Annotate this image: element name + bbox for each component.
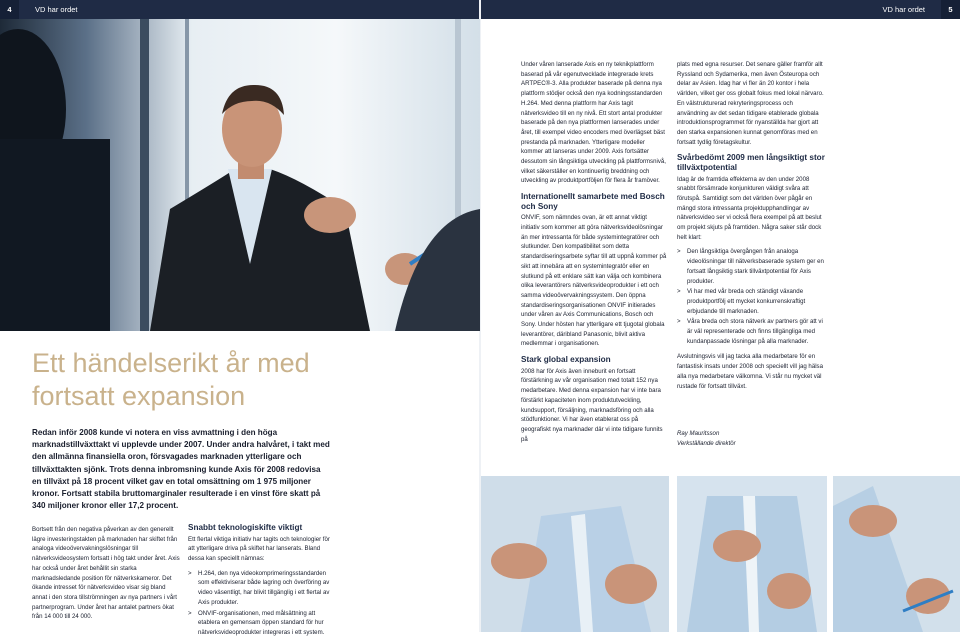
left-page-header (0, 0, 480, 19)
right-page-number: 5 (941, 0, 960, 19)
list-item: > H.264, den nya videokomprimeringsstandarden som effektiviserar både lagring och överföring av video väsentligt, har blivit tillgänglig i ett flertal av Axis produkter. (188, 569, 330, 606)
signature (677, 429, 736, 448)
column-4-paragraph-3: Avslutningsvis vill jag tacka alla medarbetare för en fantastisk insats under 2008 och speciellt vill jag hälsa alla nya medarbetare välkomna. Vi står nu mycket väl rustade för fortsatt tillväxt. (677, 353, 823, 390)
column-2-paragraph-1: Ett flertal viktiga initiativ har tagits och teknologier för att ytterligare driva på skiftet har lanserats. Bland dessa kan speciellt nämnas: (188, 535, 330, 562)
headline-line-1: Ett händelserikt år med (32, 348, 310, 378)
bullet-marker: > (188, 609, 192, 617)
column-2-bullet-list (188, 569, 336, 638)
bullet-marker: > (677, 248, 681, 256)
column-3-heading-2: Stark global expansion (521, 355, 611, 365)
column-3-heading-1: Internationellt samarbete med Bosch och Sony (521, 192, 665, 211)
column-1-paragraph-1: Bortsett från den negativa påverkan av den generellt lägre investeringstakten på marknaden har skiftet från analoga videoövervakningslösningar till nätverksvideosystem fortsatt i hög takt under året. Axis har också under året behållit sin starka marknadsledande position för nätverkskameror. Det ökande intresset för nätverksvideo visar sig bland annat i den stora tillströmningen av nya partners i vårt partnerprogram. Under året har antalet partners ökat från 14 000 till 24 000. (32, 526, 180, 621)
column-4-heading-1: Svårbedömt 2009 men långsiktigt stor tillväxtpotential (677, 153, 825, 172)
signature-title: Verkställande direktör (677, 439, 736, 447)
list-item: > Våra breda och stora nätverk av partners gör att vi är väl representerade och finns tillgängliga med kundanpassade lösningar på alla marknader. (677, 318, 823, 345)
bullet-marker: > (188, 569, 192, 577)
column-4-bullet-list (677, 247, 825, 346)
list-item: > Den långsiktiga övergången från analoga videolösningar till nätverksbaserade system ger en fortsatt långsiktig stark tillväxtpotential för Axis produkter. (677, 248, 824, 285)
column-3 (521, 60, 667, 449)
page-headline (32, 347, 452, 413)
left-page-number: 4 (0, 0, 19, 19)
column-4-paragraph-1: plats med egna resurser. Det senare gäller framför allt Ryssland och Sydamerika, men även Östeuropa och delar av Asien. Idag har vi fler än 20 kontor i hela världen, vilket ger oss globalt fokus med lokal närvaro. En välstrukturerad rekryteringsprocess och användning av det sedan tidigare etablerade globala introduktionsprogrammet för nyanställda har gjort att den starka expansionen kunnat genomföras med en fortsatt tydlig företagskultur. (677, 61, 824, 146)
headline-line-2: fortsatt expansion (32, 381, 246, 411)
column-2-heading-1: Snabbt teknologiskifte viktigt (188, 523, 303, 532)
hands-photo-2 (677, 476, 827, 632)
signature-name: Ray Mauritsson (677, 430, 720, 437)
column-2 (188, 519, 336, 639)
lead-paragraph: Redan inför 2008 kunde vi notera en viss avmattning i den höga marknadstillväxttakt vi upplevde under 2007. Under andra halvåret, i takt med den allmänna finansiella oron, försvagades marknaden ytterligare och tillväxttakten sjönk. Trots denna inbromsning kunde Axis för 2008 redovisa en tillväxt på 18 procent vilket gav en total omsättning om 1 975 miljoner kronor. Fortsatt stabila bruttomarginaler resulterade i en vinst före skatt på 340 miljoner kronor eller 17,2 procent. (32, 428, 330, 511)
column-3-paragraph-3: 2008 har för Axis även inneburit en fortsatt förstärkning av vår organisation med totalt 152 nya medarbetare. Med denna expansion har vi inte bara förstärkt kapaciteten inom produktutveckling, kundsupport, försäljning, marknadsföring och alla stödfunktioner. Vi har även etablerat oss på geografiskt nya marknader där vi inte tidigare funnits på (521, 367, 663, 443)
bullet-marker: > (677, 288, 681, 296)
right-page-header (480, 0, 960, 19)
right-header-title: VD har ordet (882, 5, 925, 14)
column-4-paragraph-2: Idag är de framtida effekterna av den under 2008 snabbt försämrade konjunkturen väldigt svåra att förutspå. Samtidigt som det världen över pågår en mängd stora intressanta projektupphandlingar av nätverksvideo ser vi också flera exempel på att beslut om projekt skjuts på framtiden. Några saker står dock helt klart: (677, 175, 822, 241)
hands-photo-3 (833, 476, 960, 632)
column-3-paragraph-1: Under våren lanserade Axis en ny teknikplattform baserad på vår egenutvecklade integrerade krets ARTPEC®-3. Alla produkter baserade på denna nya plattform stödjer också den nya kodningsstandarden H.264. Med denna plattform har Axis tagit nätverksvideo till en ny nivå. Ett stort antal produkter baserade på den nya plattformen lanserades under året, till exempel video encoders med överlägset bäst prestanda på marknaden. Ytterligare modeller kommer att lanseras under 2009. Axis fortsätter dessutom sin långsiktiga utveckling på plattformsnivå, vilket säkerställer en kontinuerlig breddning och utveckling av produktportföljen för flera år framöver. (521, 61, 666, 185)
column-3-paragraph-2: ONVIF, som nämndes ovan, är ett annat viktigt initiativ som kommer att göra nätverksvideolösningar än mer intressanta för både systemintegratörer och slutkunder. Den kompatibilitet som detta standardiseringsarbete syftar till att uppnå kommer på sikt att innebära att en systemintegratör eller en slutkund på ett enklare sätt kan välja och kombinera olika leverantörers nätverksvideoprodukter i ett och samma videoövervakningssystem. Den öppna standardiseringsorganisationen ONVIF initierades under våren av Axis Communications, Bosch och Sony. Under hösten har ytterligare ett tjugotal globala leverantörer, däribland Panasonic, blivit aktiva medlemmar i organisationen. (521, 214, 667, 348)
bullet-marker: > (677, 318, 681, 326)
left-header-title: VD har ordet (35, 5, 78, 14)
column-4 (677, 60, 825, 396)
column-1 (32, 525, 180, 627)
list-item: > Vi har med vår breda och ständigt växande produktportfölj ett mycket konkurrenskraftigt erbjudande till marknaden. (677, 288, 806, 315)
list-item: > ONVIF-organisationen, med målsättning att etablera en gemensam öppen standard för hur nätverksvideoprodukter integreras i ett system. (188, 609, 325, 636)
hands-photo-1 (481, 476, 669, 632)
ceo-portrait-photo (0, 19, 480, 331)
